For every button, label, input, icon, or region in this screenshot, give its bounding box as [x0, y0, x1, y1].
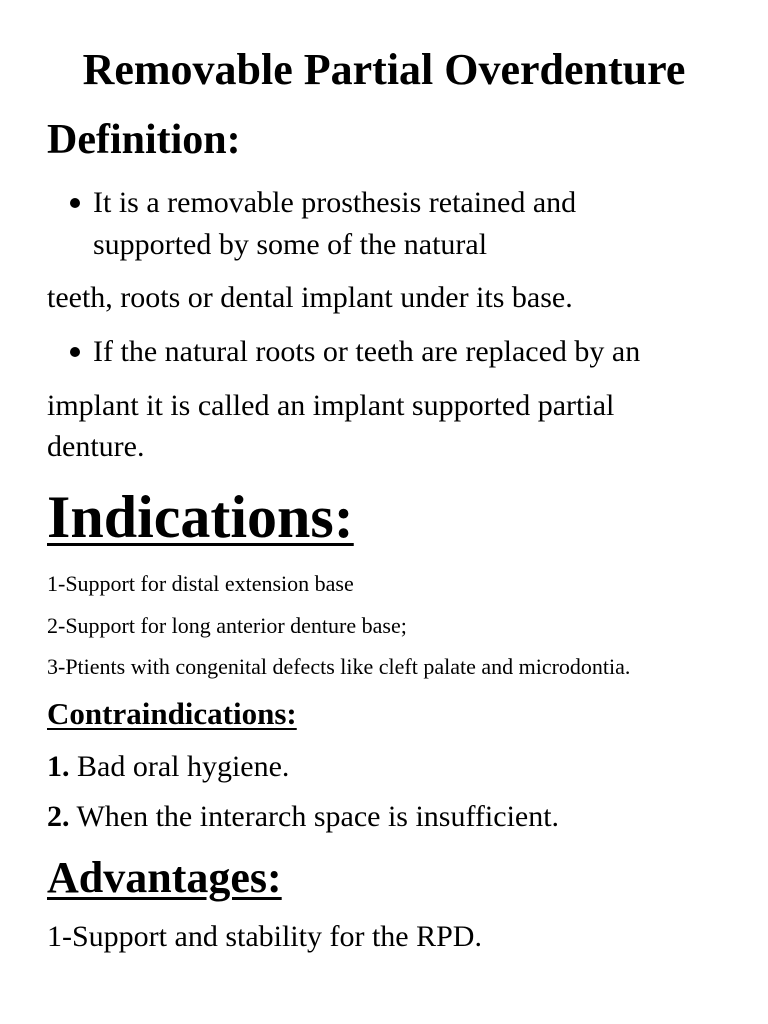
indication-item-3: 3-Ptients with congenital defects like cleft palate and microdontia. — [47, 654, 631, 679]
advantages-heading: Advantages: — [47, 853, 282, 902]
definition-continuation-2-line-1: implant it is called an implant supported partial — [47, 389, 615, 422]
definition-bullet-1-line-1: It is a removable prosthesis retained and — [93, 186, 577, 219]
advantage-item-1: 1-Support and stability for the RPD. — [47, 920, 482, 953]
contraindication-item-2 — [47, 798, 559, 836]
contraindications-heading: Contraindications: — [47, 696, 297, 731]
contraindication-number: 2. — [47, 800, 70, 833]
indications-heading: Indications: — [47, 484, 354, 550]
indication-item-2: 2-Support for long anterior denture base; — [47, 613, 407, 638]
definition-heading: Definition: — [47, 117, 241, 163]
contraindication-item-1 — [47, 748, 289, 786]
contraindication-text: Bad oral hygiene. — [69, 750, 290, 783]
bullet-dot — [70, 347, 80, 357]
contraindication-number: 1. — [47, 750, 70, 783]
contraindication-text: When the interarch space is insufficient. — [69, 800, 560, 833]
bullet-dot — [70, 198, 80, 208]
definition-continuation-1: teeth, roots or dental implant under its base. — [47, 281, 573, 314]
indication-item-1: 1-Support for distal extension base — [47, 571, 354, 596]
definition-bullet-1-line-2: supported by some of the natural — [93, 228, 488, 261]
definition-bullet-2-line-1: If the natural roots or teeth are replaced by an — [93, 335, 641, 368]
definition-continuation-2-line-2: denture. — [47, 430, 145, 463]
document-title: Removable Partial Overdenture — [82, 45, 686, 94]
